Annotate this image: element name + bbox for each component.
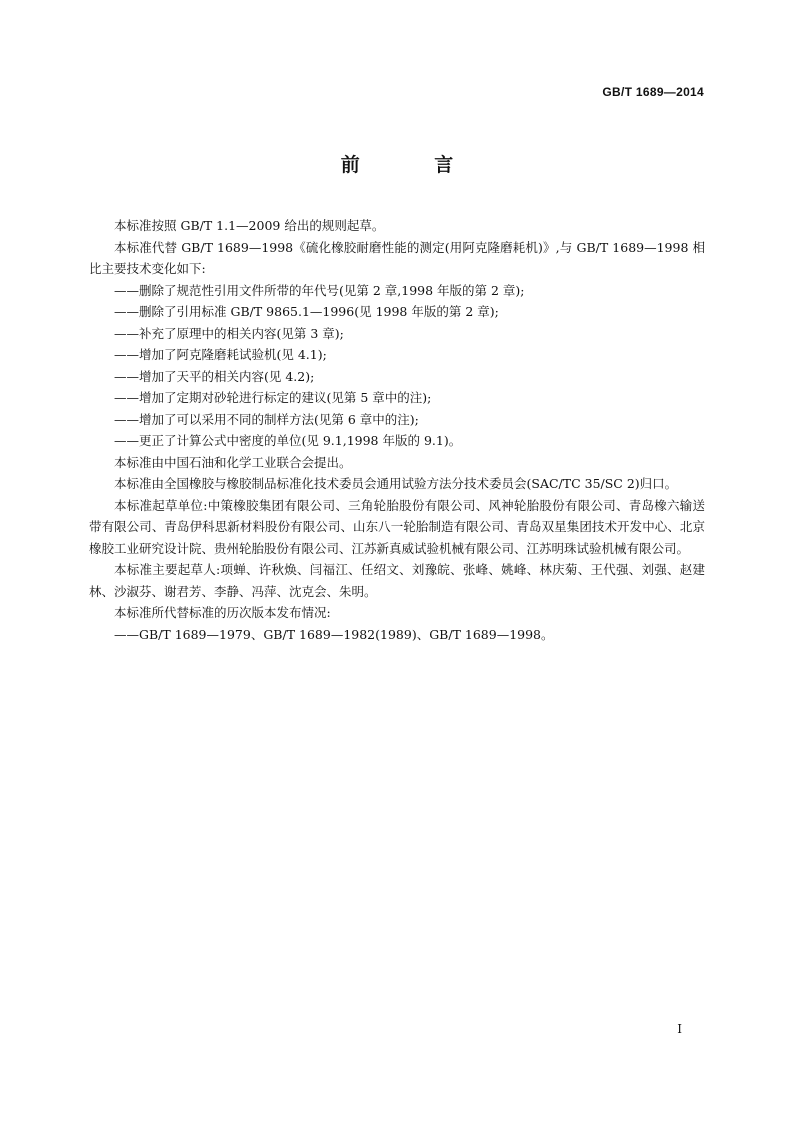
proposed-by-paragraph: 本标准由中国石油和化学工业联合会提出。 (114, 454, 352, 470)
page-number: I (677, 1022, 682, 1036)
change-item: ——增加了阿克隆磨耗试验机(见 4.1); (114, 347, 327, 362)
standard-code-header: GB/T 1689—2014 (602, 85, 704, 99)
history-item: ——GB/T 1689—1979、GB/T 1689—1982(1989)、GB/T 1689—1998。 (114, 626, 554, 642)
drafters-paragraph: 本标准主要起草人:项蝉、许秋焕、闫福江、任绍文、刘豫皖、张峰、姚峰、林庆菊、王代强、刘强、赵建林、沙淑芬、谢君芳、李静、冯萍、沈克会、朱明。 (89, 562, 705, 599)
change-item: ——增加了定期对砂轮进行标定的建议(见第 5 章中的注); (114, 390, 432, 405)
change-item: ——补充了原理中的相关内容(见第 3 章); (114, 325, 344, 341)
drafting-rules-paragraph: 本标准按照 GB/T 1.1—2009 给出的规则起草。 (114, 218, 385, 233)
change-item: ——增加了天平的相关内容(见 4.2); (114, 368, 315, 384)
drafting-units-paragraph: 本标准起草单位:中策橡胶集团有限公司、三角轮胎股份有限公司、风神轮胎股份有限公司、青岛橡六输送带有限公司、青岛伊科思新材料股份有限公司、山东八一轮胎制造有限公司、青岛双星集团技术开发中心、北京橡胶工业研究设计院、贵州轮胎股份有限公司、江苏新真威试验机械有限公司、江苏明珠试验机械有限公司。 (89, 497, 705, 556)
change-item: ——删除了规范性引用文件所带的年代号(见第 2 章,1998 年版的第 2 章); (114, 282, 525, 298)
change-item: ——删除了引用标准 GB/T 9865.1—1996(见 1998 年版的第 2 章); (114, 304, 499, 319)
replacement-paragraph: 本标准代替 GB/T 1689—1998《硫化橡胶耐磨性能的测定(用阿克隆磨耗机)》,与 GB/T 1689—1998 相比主要技术变化如下: (89, 239, 705, 276)
change-item: ——增加了可以采用不同的制样方法(见第 6 章中的注); (114, 411, 419, 427)
page-title: 前 言 (340, 154, 488, 176)
history-intro-paragraph: 本标准所代替标准的历次版本发布情况: (114, 605, 331, 620)
foreword-body (89, 215, 705, 645)
change-item: ——更正了计算公式中密度的单位(见 9.1,1998 年版的 9.1)。 (114, 433, 462, 448)
centralized-by-paragraph: 本标准由全国橡胶与橡胶制品标准化技术委员会通用试验方法分技术委员会(SAC/TC 35/SC 2)归口。 (114, 476, 678, 491)
